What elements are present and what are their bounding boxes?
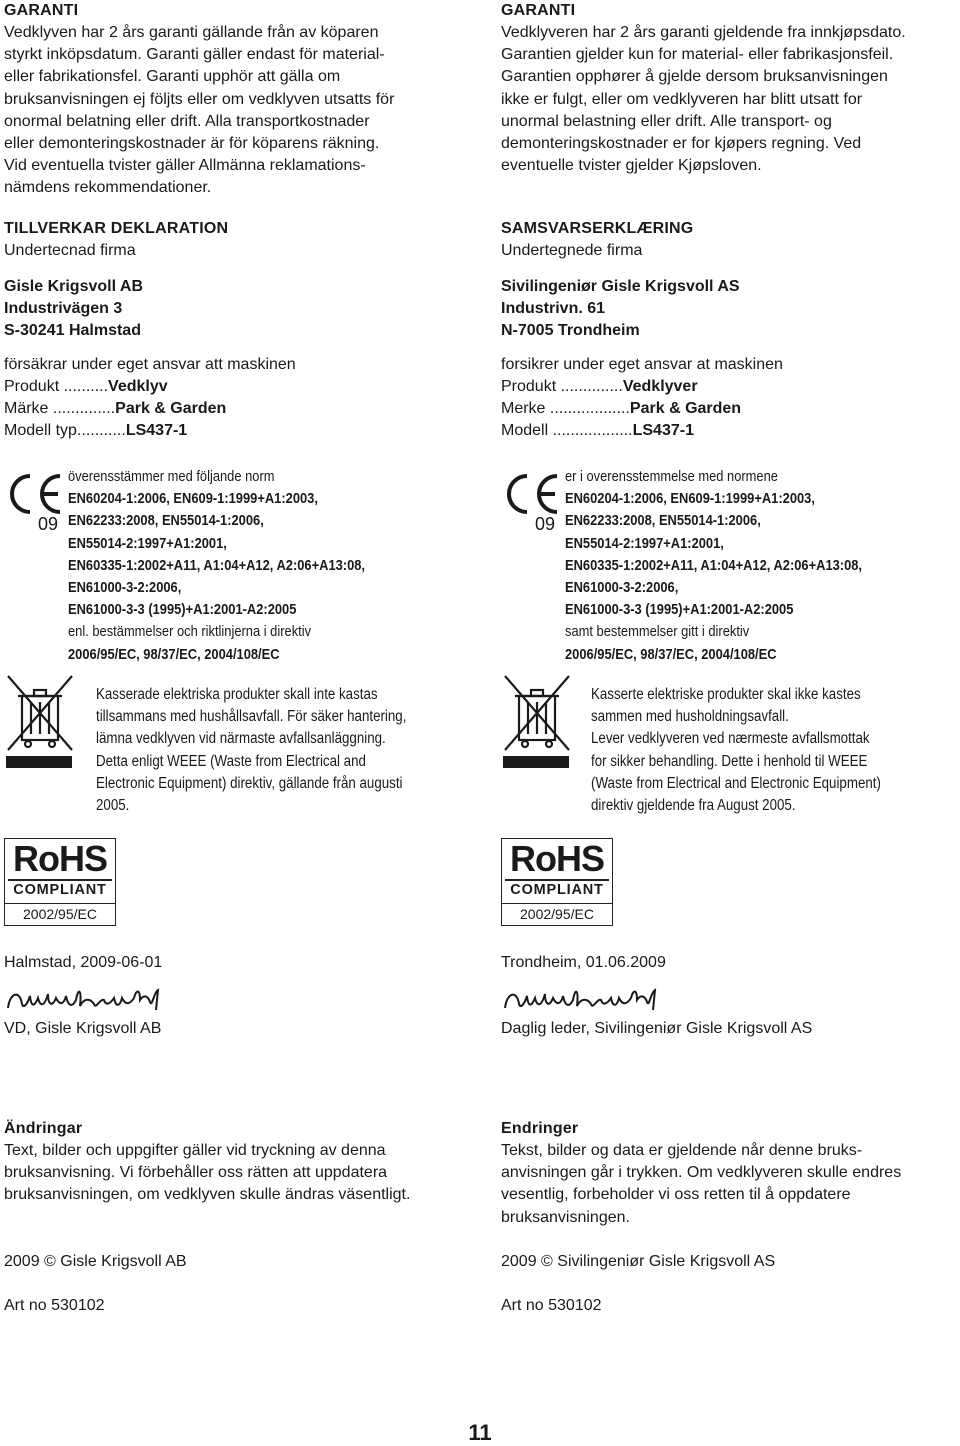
machine-details <box>501 354 783 442</box>
conformity-intro: överensstämmer med följande norm <box>68 468 275 485</box>
directive-list: 2006/95/EC, 98/37/EC, 2004/108/EC <box>565 645 777 663</box>
product-value: Vedklyver <box>622 378 698 395</box>
article-number: Art no 530102 <box>4 1297 105 1314</box>
model-label: Modell typ........... <box>4 422 126 439</box>
copyright: 2009 © Sivilingeniør Gisle Krigsvoll AS <box>501 1253 776 1270</box>
changes-title: Ändringar <box>4 1120 83 1137</box>
rohs-title: RoHS <box>510 838 604 879</box>
declaration-title: SAMSVARSERKLÆRING <box>501 220 694 237</box>
norm-line: EN55014-2:1997+A1:2001, <box>68 534 227 552</box>
warranty-text: Vedklyven har 2 års garanti gällande från av köparen styrkt inköpsdatum. Garanti gäller endast för material- eller fabrikationsfel. Garanti upphör att gälla om bruksanvisningen ej följts eller om vedklyven utsatts för onormal belatning eller drift. Alla transportkostnader eller demonteringskostnader är för köparens räkning. Vid eventuella tvister gäller Allmänna reklamations- nämdens rekommendationer. <box>4 24 395 197</box>
rohs-compliant-label: COMPLIANT <box>505 879 609 899</box>
address-line-2: N-7005 Trondheim <box>501 322 640 339</box>
ce-mark <box>501 470 561 540</box>
rohs-compliant-logo <box>501 838 613 926</box>
directive-intro: enl. bestämmelser och riktlinjerna i direktiv <box>68 623 312 641</box>
model-row <box>501 420 783 442</box>
model-row <box>4 420 296 442</box>
changes-section <box>501 1118 901 1229</box>
norm-line: EN60204-1:2006, EN609-1:1999+A1:2003, <box>565 490 815 508</box>
brand-row <box>501 398 783 420</box>
brand-value: Park & Garden <box>629 400 742 417</box>
brand-label: Märke .............. <box>4 400 116 417</box>
norm-line: EN61000-3-3 (1995)+A1:2001-A2:2005 <box>565 601 794 619</box>
declaration-subtitle: Undertegnede firma <box>501 242 643 259</box>
directive-intro: samt bestemmelser gitt i direktiv <box>565 623 750 641</box>
directive-list: 2006/95/EC, 98/37/EC, 2004/108/EC <box>68 645 280 663</box>
product-value: Vedklyv <box>108 378 168 395</box>
model-value: LS437-1 <box>632 422 694 439</box>
conformity-block <box>565 466 862 666</box>
company-name: Sivilingeniør Gisle Krigsvoll AS <box>501 278 740 295</box>
signer-title: Daglig leder, Sivilingeniør Gisle Krigsvoll AS <box>501 1020 813 1037</box>
assurance-text: forsikrer under eget ansvar at maskinen <box>501 356 783 373</box>
conformity-block <box>68 466 365 666</box>
ce-mark <box>4 470 64 540</box>
norm-line: EN61000-3-3 (1995)+A1:2001-A2:2005 <box>68 601 297 619</box>
product-label: Produkt .............. <box>501 378 623 395</box>
ce-mark-icon <box>501 470 561 518</box>
warranty-title: GARANTI <box>501 2 576 19</box>
norm-line: EN60204-1:2006, EN609-1:1999+A1:2003, <box>68 490 318 508</box>
signature <box>501 980 671 1016</box>
declaration-section <box>4 218 228 262</box>
model-label: Modell .................. <box>501 422 633 439</box>
company-address <box>501 276 740 342</box>
declaration-title: TILLVERKAR DEKLARATION <box>4 220 229 237</box>
brand-value: Park & Garden <box>115 400 227 417</box>
model-value: LS437-1 <box>125 422 188 439</box>
warranty-section <box>501 0 906 177</box>
warranty-title: GARANTI <box>4 2 79 19</box>
company-name: Gisle Krigsvoll AB <box>4 278 143 295</box>
product-label: Produkt .......... <box>4 378 109 395</box>
copyright: 2009 © Gisle Krigsvoll AB <box>4 1253 187 1270</box>
changes-text: Text, bilder och uppgifter gäller vid tryckning av denna bruksanvisning. Vi förbehåller oss rätten att uppdatera bruksanvisningen, om vedklyven skulle ändras väsentligt. <box>4 1142 411 1204</box>
signature <box>4 980 174 1016</box>
address-line-1: Industrivägen 3 <box>4 300 123 317</box>
place-and-date: Trondheim, 01.06.2009 <box>501 954 666 971</box>
rohs-directive: 2002/95/EC <box>502 903 612 923</box>
rohs-directive: 2002/95/EC <box>5 903 115 923</box>
warranty-text: Vedklyveren har 2 års garanti gjeldende fra innkjøpsdato. Garantien gjelder kun for material- eller fabrikasjonsfeil. Garantien opphører å gjelde dersom bruksanvisningen ikke er fulgt, eller om vedklyveren har blitt utsatt for unormal belastning eller drift. Alle transport- og demonteringskostnader er for kjøpers regning. Ved eventuelle tvister gjelder Kjøpsloven. <box>501 24 906 175</box>
product-row <box>501 376 783 398</box>
company-address <box>4 276 143 342</box>
signer-title: VD, Gisle Krigsvoll AB <box>4 1020 162 1037</box>
norm-line: EN62233:2008, EN55014-1:2006, <box>565 512 761 530</box>
norm-line: EN61000-3-2:2006, <box>565 579 679 597</box>
weee-bin-icon <box>4 674 76 770</box>
address-line-2: S-30241 Halmstad <box>4 322 141 339</box>
ce-notified-body-number: 09 <box>38 514 59 534</box>
norm-line: EN62233:2008, EN55014-1:2006, <box>68 512 264 530</box>
norm-line: EN60335-1:2002+A11, A1:04+A12, A2:06+A13:08, <box>68 556 366 574</box>
weee-text: Kasserade elektriska produkter skall inte kastas tillsammans med hushållsavfall. För säker hantering, lämna vedklyven vid närmaste avfallsanläggning. Detta enligt WEEE (Waste from Electrical and Electronic Equipment) direktiv, gällande från augusti 2005. <box>96 686 407 815</box>
declaration-section <box>501 218 693 262</box>
conformity-intro: er i overensstemmelse med normene <box>565 468 778 485</box>
rohs-compliant-label: COMPLIANT <box>8 879 112 899</box>
norm-line: EN55014-2:1997+A1:2001, <box>565 534 724 552</box>
ce-mark-icon <box>4 470 64 518</box>
weee-notice <box>591 684 881 817</box>
ce-notified-body-number: 09 <box>535 514 556 534</box>
weee-bin-icon <box>501 674 573 770</box>
norm-line: EN60335-1:2002+A11, A1:04+A12, A2:06+A13:08, <box>565 556 863 574</box>
changes-text: Tekst, bilder og data er gjeldende når denne bruks- anvisningen går i trykken. Om vedklyveren skulle endres vesentlig, forbeholder vi oss retten til å oppdatere bruksanvisningen. <box>501 1142 902 1226</box>
warranty-section <box>4 0 394 200</box>
norm-line: EN61000-3-2:2006, <box>68 579 182 597</box>
brand-row <box>4 398 296 420</box>
place-and-date: Halmstad, 2009-06-01 <box>4 954 163 971</box>
changes-section <box>4 1118 410 1207</box>
rohs-compliant-logo <box>4 838 116 926</box>
assurance-text: försäkrar under eget ansvar att maskinen <box>4 356 296 373</box>
product-row <box>4 376 296 398</box>
article-number: Art no 530102 <box>501 1297 602 1314</box>
declaration-subtitle: Undertecnad firma <box>4 242 136 259</box>
brand-label: Merke .................. <box>501 400 630 417</box>
weee-notice <box>96 684 406 817</box>
changes-title: Endringer <box>501 1120 579 1137</box>
machine-details <box>4 354 296 442</box>
weee-text: Kasserte elektriske produkter skal ikke kastes sammen med husholdningsavfall. Lever vedklyveren ved nærmeste avfallsmottak for sikker behandling. Dette i henhold til WEEE (Waste from Electrical and Electronic Equipment) direktiv gjeldende fra August 2005. <box>591 686 881 815</box>
address-line-1: Industrivn. 61 <box>501 300 606 317</box>
rohs-title: RoHS <box>13 838 107 879</box>
page-number: 11 <box>468 1420 492 1445</box>
